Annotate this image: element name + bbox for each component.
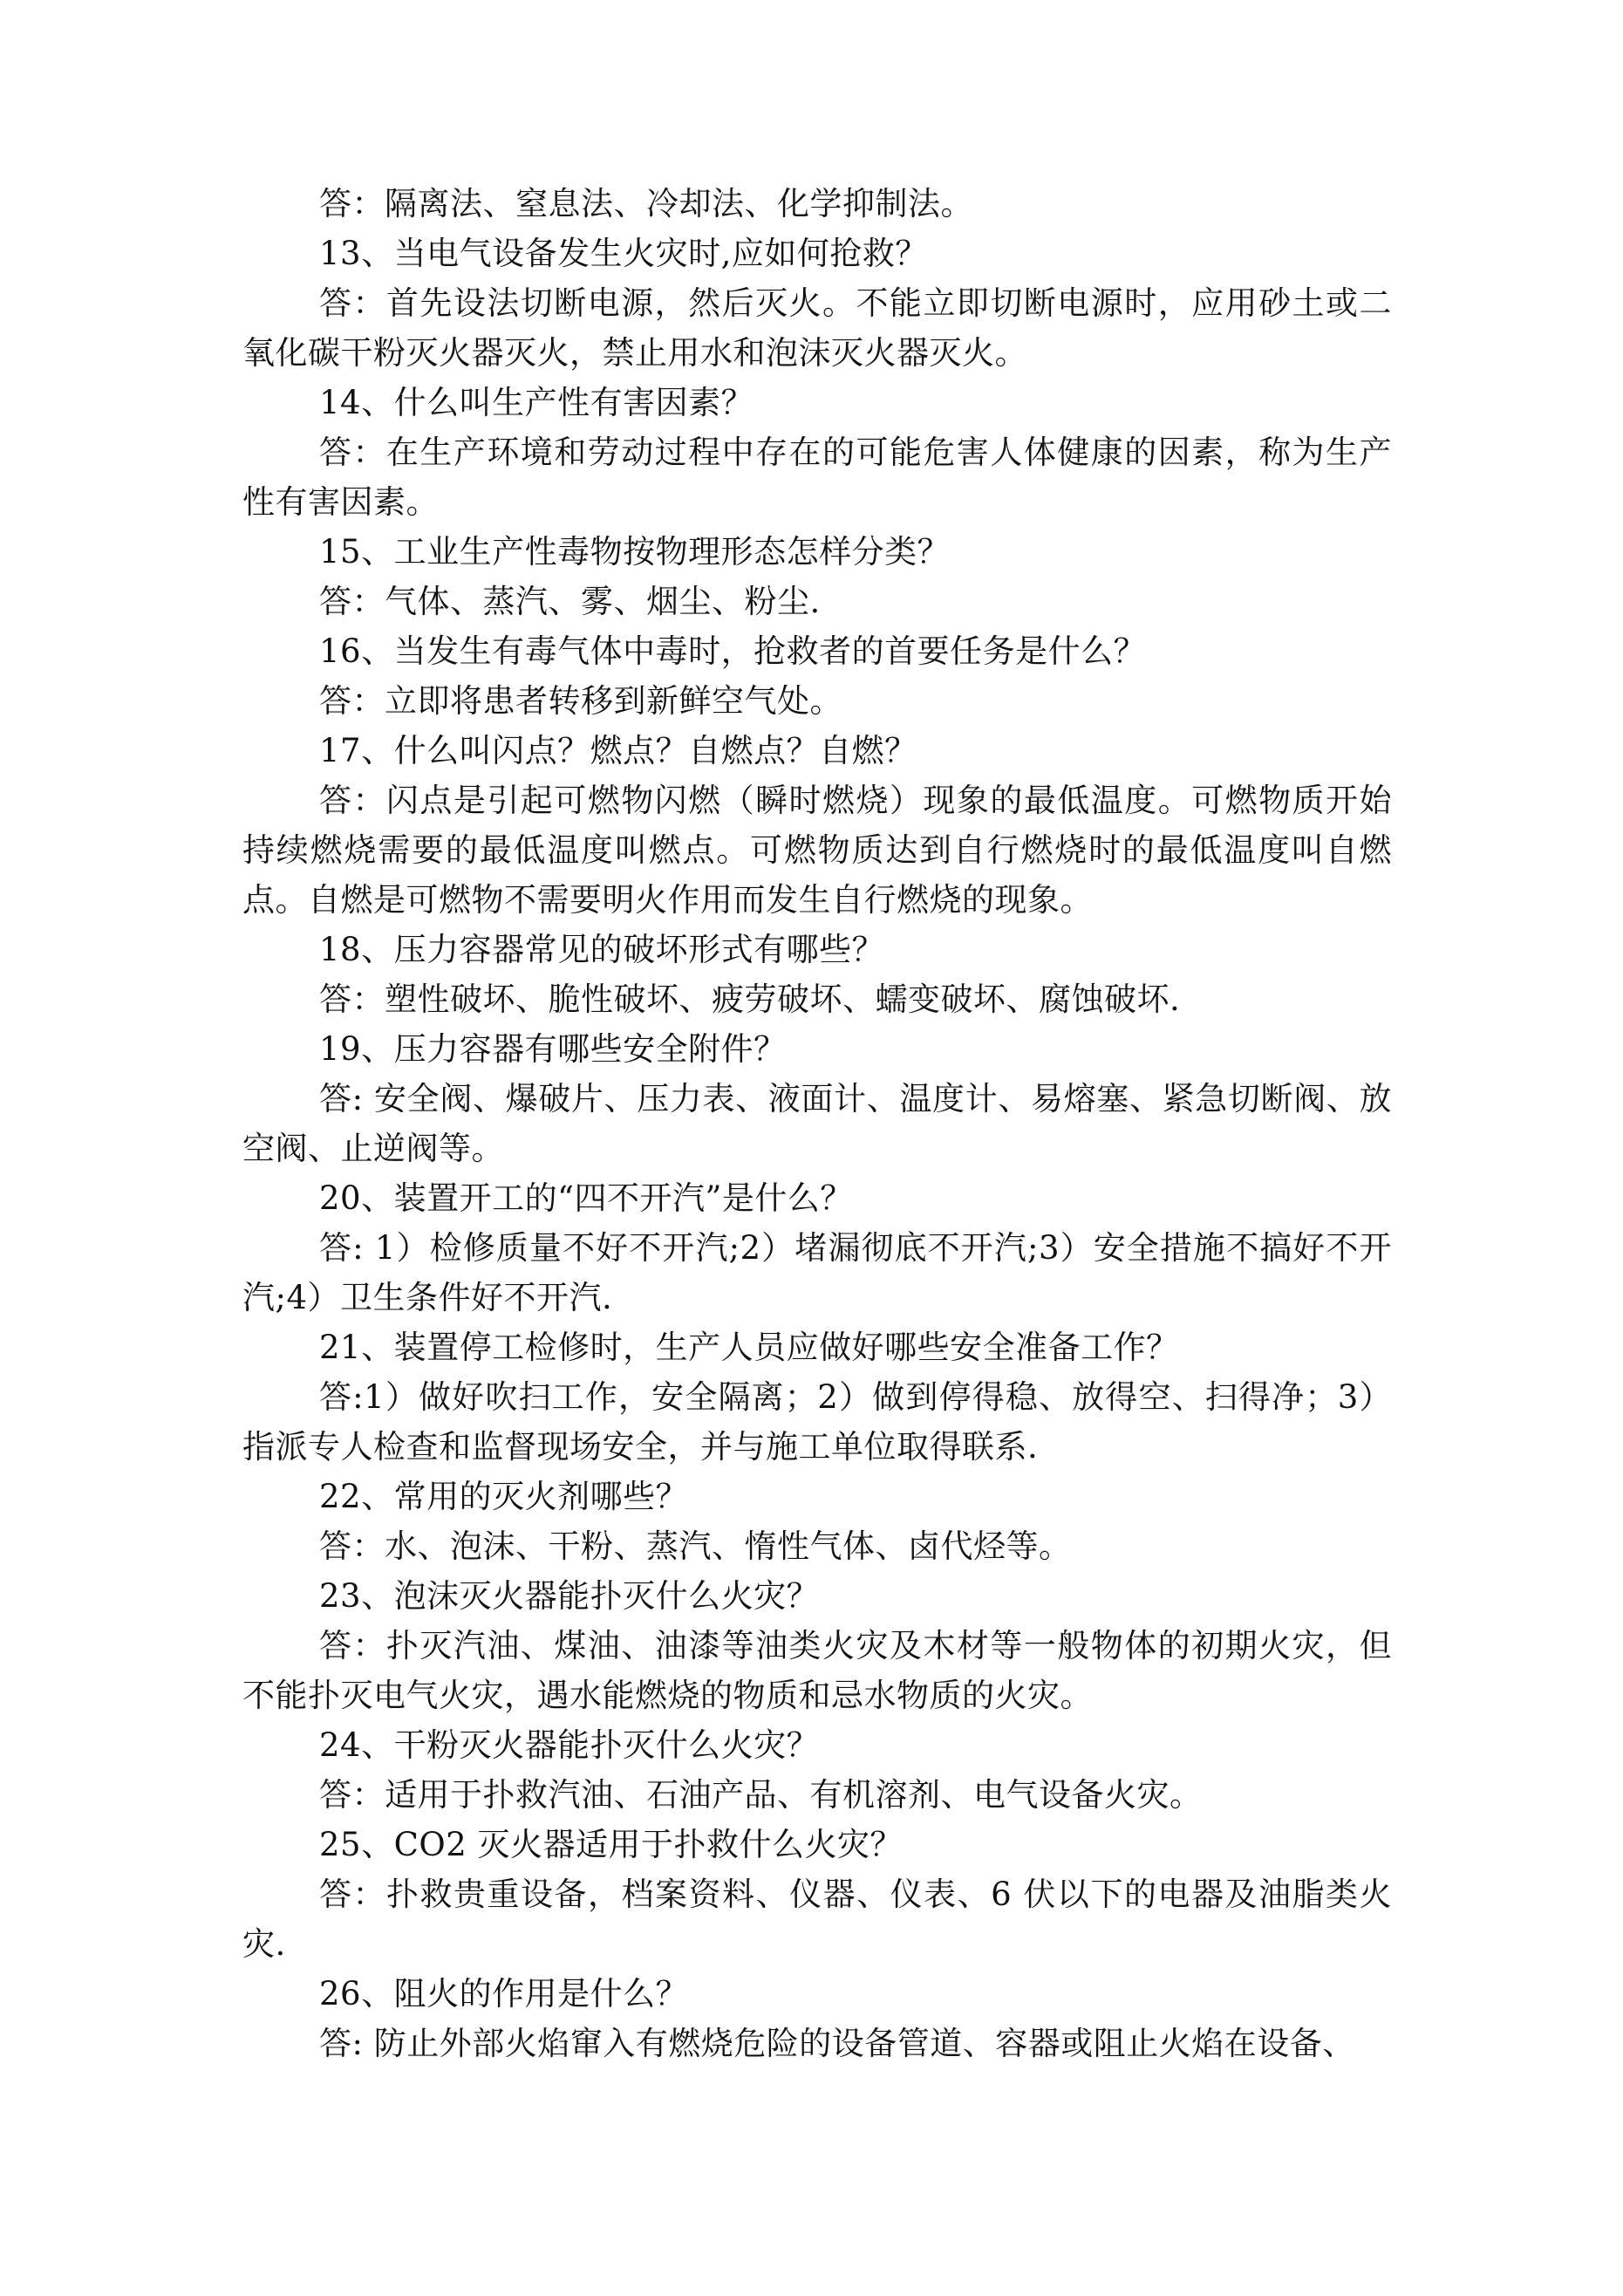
answer-paragraph: 答：立即将患者转移到新鲜空气处。 (319, 682, 842, 720)
answer-paragraph: 答:1）做好吹扫工作，安全隔离；2）做到停得稳、放得空、扫得净；3）指派专人检查和监督现场安全，并与施工单位取得联系. (242, 1378, 1392, 1466)
question-paragraph: 20、装置开工的“四不开汽”是什么？ (319, 1179, 853, 1217)
question-paragraph: 14、什么叫生产性有害因素？ (319, 384, 754, 421)
answer-paragraph: 答: 防止外部火焰窜入有燃烧危险的设备管道、容器或阻止火焰在设备、 (319, 2025, 1355, 2062)
answer-paragraph: 答：首先设法切断电源，然后灭火。不能立即切断电源时，应用砂土或二氧化碳干粉灭火器灭火，禁止用水和泡沫灭火器灭火。 (242, 284, 1392, 372)
answer-paragraph: 答: 1）检修质量不好不开汽;2）堵漏彻底不开汽;3）安全措施不搞好不开汽;4）卫生条件好不开汽. (242, 1229, 1392, 1316)
answer-paragraph: 答：扑救贵重设备，档案资料、仪器、仪表、6 伏以下的电器及油脂类火灾. (242, 1876, 1392, 1963)
answer-paragraph: 答：隔离法、窒息法、冷却法、化学抑制法。 (319, 185, 973, 222)
question-paragraph: 15、工业生产性毒物按物理形态怎样分类？ (319, 533, 951, 571)
question-paragraph: 16、当发生有毒气体中毒时，抢救者的首要任务是什么？ (319, 632, 1147, 670)
question-paragraph: 18、压力容器常见的破坏形式有哪些？ (319, 931, 885, 968)
question-paragraph: 26、阻火的作用是什么？ (319, 1975, 689, 2012)
answer-paragraph: 答：在生产环境和劳动过程中存在的可能危害人体健康的因素，称为生产性有害因素。 (242, 434, 1392, 521)
question-paragraph: 22、常用的灭火剂哪些？ (319, 1478, 689, 1515)
document-page (242, 179, 1392, 2068)
question-paragraph: 25、CO2 灭火器适用于扑救什么火灾？ (319, 1826, 904, 1863)
question-paragraph: 24、干粉灭火器能扑灭什么火灾？ (319, 1726, 820, 1764)
answer-paragraph: 答：塑性破坏、脆性破坏、疲劳破坏、蠕变破坏、腐蚀破坏. (319, 981, 1181, 1018)
question-paragraph: 17、什么叫闪点？燃点？自燃点？自燃？ (319, 732, 917, 769)
answer-paragraph: 答：气体、蒸汽、雾、烟尘、粉尘. (319, 583, 821, 620)
question-paragraph: 21、装置停工检修时，生产人员应做好哪些安全准备工作？ (319, 1329, 1179, 1366)
question-paragraph: 19、压力容器有哪些安全附件？ (319, 1030, 787, 1068)
answer-paragraph: 答：闪点是引起可燃物闪燃（瞬时燃烧）现象的最低温度。可燃物质开始持续燃烧需要的最低温度叫燃点。可燃物质达到自行燃烧时的最低温度叫自燃点。自燃是可燃物不需要明火作用而发生自行燃烧的现象。 (242, 782, 1392, 919)
answer-paragraph: 答: 安全阀、爆破片、压力表、液面计、温度计、易熔塞、紧急切断阀、放空阀、止逆阀等。 (242, 1080, 1392, 1167)
answer-paragraph: 答：水、泡沫、干粉、蒸汽、惰性气体、卤代烃等。 (319, 1527, 1072, 1565)
answer-paragraph: 答：扑灭汽油、煤油、油漆等油类火灾及木材等一般物体的初期火灾，但不能扑灭电气火灾，遇水能燃烧的物质和忌水物质的火灾。 (242, 1627, 1392, 1714)
question-paragraph: 23、泡沫灭火器能扑灭什么火灾？ (319, 1577, 820, 1615)
answer-paragraph: 答：适用于扑救汽油、石油产品、有机溶剂、电气设备火灾。 (319, 1776, 1203, 1814)
question-paragraph: 13、当电气设备发生火灾时,应如何抢救？ (319, 235, 928, 272)
